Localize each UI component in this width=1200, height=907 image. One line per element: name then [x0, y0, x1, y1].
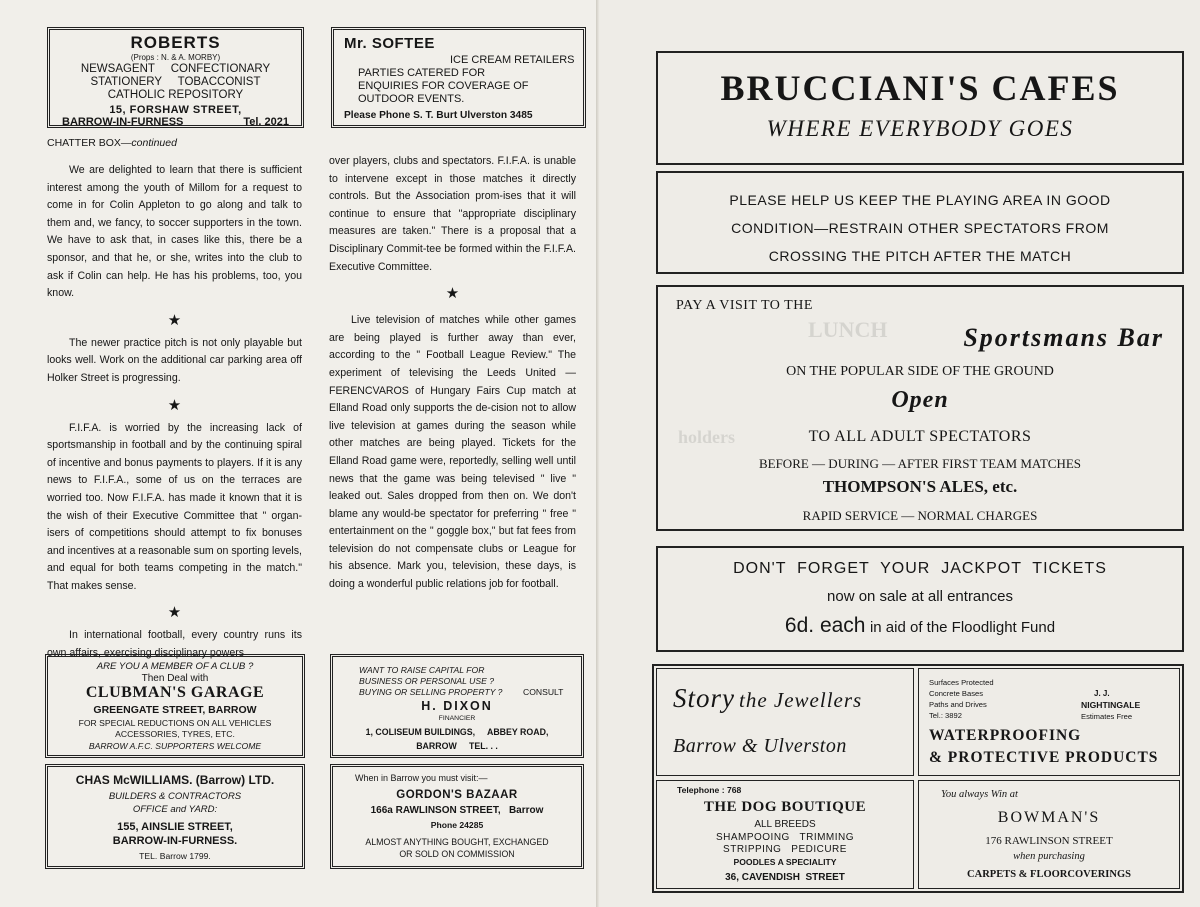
notice-line1: PLEASE HELP US KEEP THE PLAYING AREA IN GOOD — [729, 192, 1111, 208]
paragraph: The newer practice pitch is not only playable but looks well. Work on the additional car parking area off Holker Street is progressing. — [47, 336, 302, 384]
softee-line1: ICE CREAM RETAILERS — [450, 54, 575, 66]
story-name: Story — [673, 683, 735, 713]
softee-ad — [331, 27, 586, 128]
dog-boutique-ad — [656, 780, 914, 889]
dixon-ad — [330, 654, 584, 758]
star-divider: ★ — [167, 604, 182, 622]
gordon-intro: When in Barrow you must visit:— — [355, 773, 488, 783]
dixon-name: H. DIXON — [421, 699, 493, 713]
clubman-then: Then Deal with — [141, 673, 209, 684]
heading-title: CHATTER BOX — [47, 137, 121, 149]
jackpot-line2: now on sale at all entrances — [827, 588, 1013, 605]
jackpot-price: 6d. each — [784, 614, 866, 637]
bowman-when: when purchasing — [1013, 851, 1085, 862]
gordon-line1: ALMOST ANYTHING BOUGHT, EXCHANGED — [365, 837, 549, 847]
jackpot-line1: DON'T FORGET YOUR JACKPOT TICKETS — [733, 560, 1107, 577]
gordon-name: GORDON'S BAZAAR — [396, 789, 518, 801]
gordon-phone: Phone 24285 — [430, 820, 484, 830]
roberts-town: BARROW-IN-FURNESS — [62, 116, 184, 128]
sportsmans-side: ON THE POPULAR SIDE OF THE GROUND — [786, 364, 1054, 379]
bowman-address: 176 RAWLINSON STREET — [985, 835, 1113, 847]
dog-tel: Telephone : 768 — [677, 785, 742, 795]
clubman-name: CLUBMAN'S GARAGE — [85, 684, 265, 701]
softee-line3: ENQUIRIES FOR COVERAGE OF — [358, 80, 529, 92]
article-column-2 — [329, 153, 576, 602]
nightingale-l2: Concrete Bases — [929, 689, 984, 698]
sportsmans-when: BEFORE — DURING — AFTER FIRST TEAM MATCHES — [758, 456, 1082, 471]
heading-suffix: —continued — [120, 137, 177, 149]
notice-line2: CONDITION—RESTRAIN OTHER SPECTATORS FROM — [731, 220, 1109, 236]
paragraph: over players, clubs and spectators. F.I.F.A. is unable to intervene except in those matches it directly controls. But the Association prom-ises that it will continue to ensure that "appropriate disciplinary measures are taken." There is a proposal that a Disciplinary Commit-tee be formed within the F.I.F.A. Executive Committee. — [329, 155, 576, 273]
softee-phone: Please Phone S. T. Burt Ulverston 3485 — [344, 110, 533, 121]
roberts-props: (Props : N. & A. MORBY) — [130, 53, 221, 62]
bleed-through-text: LUNCH — [808, 317, 888, 342]
playing-area-notice — [656, 171, 1184, 274]
roberts-line2: STATIONERY TOBACCONIST — [90, 76, 261, 88]
mcwilliams-town: BARROW-IN-FURNESS. — [112, 835, 238, 847]
mcwilliams-name: CHAS McWILLIAMS. (Barrow) LTD. — [75, 773, 275, 787]
chatter-box-heading — [47, 137, 177, 149]
nightingale-l1: Surfaces Protected — [929, 678, 994, 687]
dog-line1: ALL BREEDS — [754, 819, 816, 830]
sportsmans-ales: THOMPSON'S ALES, etc. — [822, 477, 1018, 496]
dog-address: 36, CAVENDISH STREET — [725, 872, 845, 883]
story-title-line — [673, 683, 862, 714]
dixon-line3: BUYING OR SELLING PROPERTY ? — [359, 687, 503, 697]
roberts-ad — [47, 27, 304, 128]
bowmans-ad — [918, 780, 1180, 889]
clubman-line1: FOR SPECIAL REDUCTIONS ON ALL VEHICLES — [78, 718, 272, 728]
nightingale-jj: J. J. — [1094, 689, 1110, 698]
jackpot-tickets-ad — [656, 546, 1184, 652]
mcwilliams-tel: TEL. Barrow 1799. — [139, 851, 211, 861]
softee-name: Mr. SOFTEE — [344, 35, 435, 52]
nightingale-name: NIGHTINGALE — [1081, 700, 1141, 710]
roberts-line1: NEWSAGENT CONFECTIONARY — [80, 63, 271, 75]
clubman-garage-ad — [45, 654, 305, 758]
story-jewellers-ad — [656, 668, 914, 776]
notice-line3: CROSSING THE PITCH AFTER THE MATCH — [768, 248, 1072, 264]
sportsmans-bar-ad — [656, 285, 1184, 531]
story-the: the Jewellers — [739, 688, 863, 712]
mcwilliams-line1: BUILDERS & CONTRACTORS — [108, 791, 242, 802]
nightingale-ad — [918, 668, 1180, 776]
bruccianis-tagline: WHERE EVERYBODY GOES — [766, 116, 1074, 141]
star-divider: ★ — [167, 396, 182, 414]
nightingale-l3: Paths and Drives — [929, 700, 987, 709]
clubman-line3: BARROW A.F.C. SUPPORTERS WELCOME — [88, 741, 262, 751]
clubman-question: ARE YOU A MEMBER OF A CLUB ? — [96, 661, 254, 672]
paragraph: In international football, every country runs its own affairs, exercising disciplinary powers — [47, 629, 302, 660]
nightingale-l4: Tel.: 3892 — [929, 711, 962, 720]
dog-name: THE DOG BOUTIQUE — [703, 799, 867, 815]
clubman-line2: ACCESSORIES, TYRES, ETC. — [115, 729, 235, 739]
gordons-bazaar-ad — [330, 764, 584, 869]
mcwilliams-ad — [45, 764, 305, 869]
softee-line2: PARTIES CATERED FOR — [358, 67, 486, 79]
bowman-goods: CARPETS & FLOORCOVERINGS — [967, 869, 1131, 880]
dixon-line1: WANT TO RAISE CAPITAL FOR — [359, 665, 485, 675]
dog-line3: STRIPPING PEDICURE — [723, 844, 847, 855]
roberts-line3: CATHOLIC REPOSITORY — [107, 89, 244, 101]
star-divider: ★ — [445, 285, 460, 303]
dixon-consult: CONSULT — [523, 687, 564, 697]
mcwilliams-address: 155, AINSLIE STREET, — [117, 821, 233, 833]
right-page — [600, 0, 1200, 907]
paragraph: Live television of matches while other games are being played is further away than ever, according to the " Football League Review." The experiment of televising the Leeds United —FERENCVAROS of Hungary Fairs Cup match at Elland Road only supports the de-cision not to allow live television at games during the season while other matches are being played. Tickets for the Elland Road game were, reportedly, selling well until news that the game was being televised " live " leaked out. Sales dropped from then on. We don't blame any would-be spectator for preferring " free " entertainment on the " goggle box," but fat fees from television do not compensate clubs or League for his absence. Mark you, television, these days, is doing a wonderful public relations job for football. — [329, 314, 576, 591]
softee-line4: OUTDOOR EVENTS. — [358, 93, 465, 105]
jackpot-fund: in aid of the Floodlight Fund — [869, 619, 1056, 636]
star-divider: ★ — [167, 311, 182, 329]
story-towns: Barrow & Ulverston — [673, 735, 847, 757]
jackpot-price-line — [658, 614, 1182, 638]
sportsmans-to: TO ALL ADULT SPECTATORS — [808, 428, 1032, 445]
bruccianis-name: BRUCCIANI'S CAFES — [720, 68, 1120, 108]
article-column-1 — [47, 162, 302, 671]
dixon-role: FINANCIER — [438, 715, 476, 722]
bowman-name: BOWMAN'S — [997, 809, 1101, 826]
bleed-through-text: holders — [678, 427, 736, 447]
dixon-address: 1, COLISEUM BUILDINGS, ABBEY ROAD, — [365, 727, 549, 737]
paragraph: We are delighted to learn that there is sufficient interest among the youth of Millom for a request to come in for Colin Appleton to go along and talk to them and, we fancy, to soccer supporters in the town. We have to ask that, in cases like this, there be a sponsor, and that he, or she, writes into the club to ask if Colin can help. He has his problems, too, you know. — [47, 164, 302, 300]
sportsmans-service: RAPID SERVICE — NORMAL CHARGES — [802, 508, 1038, 523]
nightingale-title1: WATERPROOFING — [929, 727, 1082, 744]
dog-line2: SHAMPOOING TRIMMING — [715, 832, 855, 843]
nightingale-title2: & PROTECTIVE PRODUCTS — [929, 749, 1159, 766]
sportsmans-visit: PAY A VISIT TO THE — [676, 298, 813, 313]
gordon-address: 166a RAWLINSON STREET, Barrow — [370, 805, 544, 816]
bowman-win: You always Win at — [941, 789, 1018, 800]
mcwilliams-line2: OFFICE and YARD: — [132, 804, 218, 815]
gordon-line2: OR SOLD ON COMMISSION — [399, 849, 515, 859]
roberts-address: 15, FORSHAW STREET, — [109, 104, 242, 116]
roberts-name: ROBERTS — [130, 33, 221, 52]
dixon-line2: BUSINESS OR PERSONAL USE ? — [359, 676, 494, 686]
dixon-town: BARROW TEL. . . — [416, 741, 498, 751]
paragraph: F.I.F.A. is worried by the increasing lack of sportsmanship in football and by the continuing spiral of incentive and bonus payments to players. If it is any news to F.I.F.A., some of us on the terraces are worried too. Now F.I.F.A. has made it known that it is the wish of their Executive Committee that " organ-isers of competitions should attempt to fix bonuses and incentives at a reasonable sum on sporting levels, and equal for both teams competing in the match." That makes sense. — [47, 421, 302, 592]
roberts-tel: Tel. 2021 — [243, 116, 289, 128]
dog-line4: POODLES A SPECIALITY — [733, 857, 837, 867]
bruccianis-ad — [656, 51, 1184, 165]
sportsmans-name: Sportsmans Bar — [963, 323, 1164, 352]
clubman-street: GREENGATE STREET, BARROW — [93, 704, 257, 716]
sportsmans-open: Open — [891, 387, 949, 413]
nightingale-est: Estimates Free — [1081, 712, 1133, 721]
